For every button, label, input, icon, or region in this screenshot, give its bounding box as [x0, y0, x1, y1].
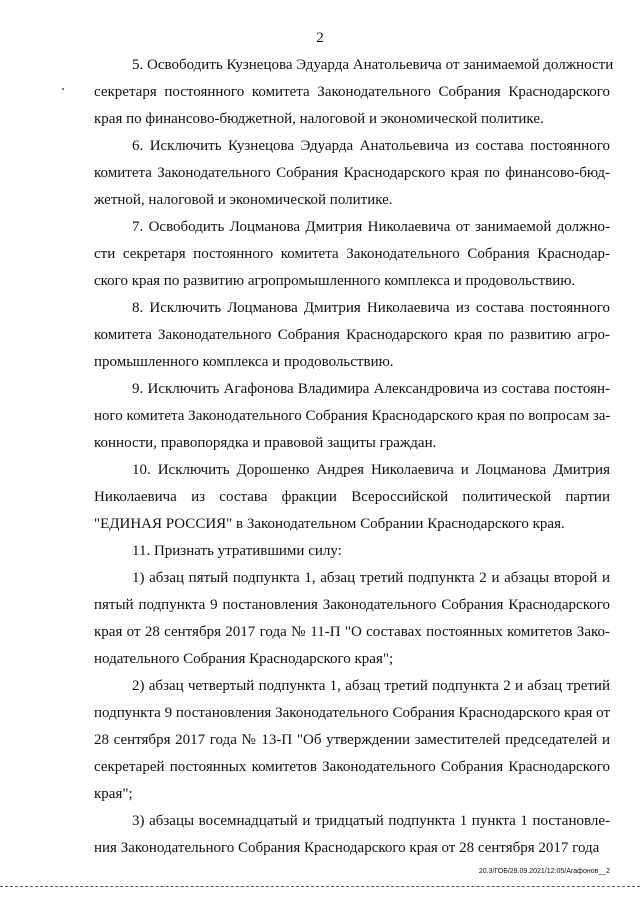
footer-document-code: 20.3/ГОБ/29.09.2021/12:05/Агафонов__2 [478, 868, 610, 875]
paragraph-line: ного комитета Законодательного Собрания Краснодарского края по вопросам за- [94, 408, 611, 424]
page-number: 2 [316, 30, 324, 46]
paragraph-line: 10. Исключить Дорошенко Андрея Николаевича и Лоцманова Дмитрия [132, 462, 610, 478]
footer-dashed-rule [0, 886, 640, 888]
paragraph-line: Николаевича из состава фракции Всероссийской политической партии [94, 489, 610, 505]
paragraph-6 [94, 457, 610, 538]
paragraph-line: 11. Признать утратившими силу: [132, 543, 342, 559]
paragraph-line: жетной, налоговой и экономической политике. [94, 192, 393, 208]
paragraph-line: комитета Законодательного Собрания Краснодарского края по развитию агро- [94, 327, 610, 343]
paragraph-8 [94, 565, 610, 673]
paragraph-line: края"; [94, 786, 133, 802]
paragraph-5 [94, 376, 610, 457]
paragraph-line: 6. Исключить Кузнецова Эдуарда Анатольевича из состава постоянного [132, 138, 610, 154]
paragraph-line: ского края по развитию агропромышленного комплекса и продовольствию. [94, 273, 576, 289]
paragraph-1 [94, 52, 614, 133]
paragraph-line: нодательного Собрания Краснодарского края"; [94, 651, 394, 667]
paragraph-line: 8. Исключить Лоцманова Дмитрия Николаевича из состава постоянного [132, 300, 610, 316]
paragraph-line: 5. Освободить Кузнецова Эдуарда Анатольевича от занимаемой должности [132, 57, 614, 73]
paragraph-line: подпункта 9 постановления Законодательного Собрания Краснодарского края от [94, 705, 610, 721]
paragraph-line: секретаря постоянного комитета Законодательного Собрания Краснодарского [94, 84, 610, 100]
scan-speck [62, 88, 64, 90]
paragraph-line: комитета Законодательного Собрания Краснодарского края по финансово-бюд- [94, 165, 610, 181]
paragraph-line: 7. Освободить Лоцманова Дмитрия Николаевича от занимаемой должно- [132, 219, 610, 235]
paragraph-line: края по финансово-бюджетной, налоговой и экономической политике. [94, 111, 544, 127]
paragraph-7 [94, 538, 610, 565]
paragraph-line: "ЕДИНАЯ РОССИЯ" в Законодательном Собрании Краснодарского края. [94, 516, 565, 532]
paragraph-line: ния Законодательного Собрания Краснодарского края от 28 сентября 2017 года [94, 840, 600, 856]
paragraph-line: конности, правопорядка и правовой защиты граждан. [94, 435, 437, 451]
paragraph-line: секретарей постоянных комитетов Законодательного Собрания Краснодарского [94, 759, 610, 775]
document-body [94, 52, 614, 862]
paragraph-3 [94, 214, 610, 295]
paragraph-line: 2) абзац четвертый подпункта 1, абзац третий подпункта 2 и абзац третий [132, 678, 610, 694]
paragraph-line: промышленного комплекса и продовольствию. [94, 354, 394, 370]
paragraph-line: 28 сентября 2017 года № 13-П "Об утверждении заместителей председателей и [94, 732, 610, 748]
paragraph-line: 3) абзацы восемнадцатый и тридцатый подпункта 1 пункта 1 постановле- [132, 813, 610, 829]
paragraph-line: края от 28 сентября 2017 года № 11-П "О составах постоянных комитетов Зако- [94, 624, 610, 640]
paragraph-line: 9. Исключить Агафонова Владимира Александровича из состава постоян- [132, 381, 610, 397]
paragraph-4 [94, 295, 610, 376]
paragraph-9 [94, 673, 610, 808]
paragraph-10 [94, 808, 610, 862]
paragraph-line: пятый подпункта 9 постановления Законодательного Собрания Краснодарского [94, 597, 610, 613]
paragraph-2 [94, 133, 610, 214]
paragraph-line: 1) абзац пятый подпункта 1, абзац третий подпункта 2 и абзацы второй и [132, 570, 610, 586]
paragraph-line: сти секретаря постоянного комитета Законодательного Собрания Краснодар- [94, 246, 610, 262]
